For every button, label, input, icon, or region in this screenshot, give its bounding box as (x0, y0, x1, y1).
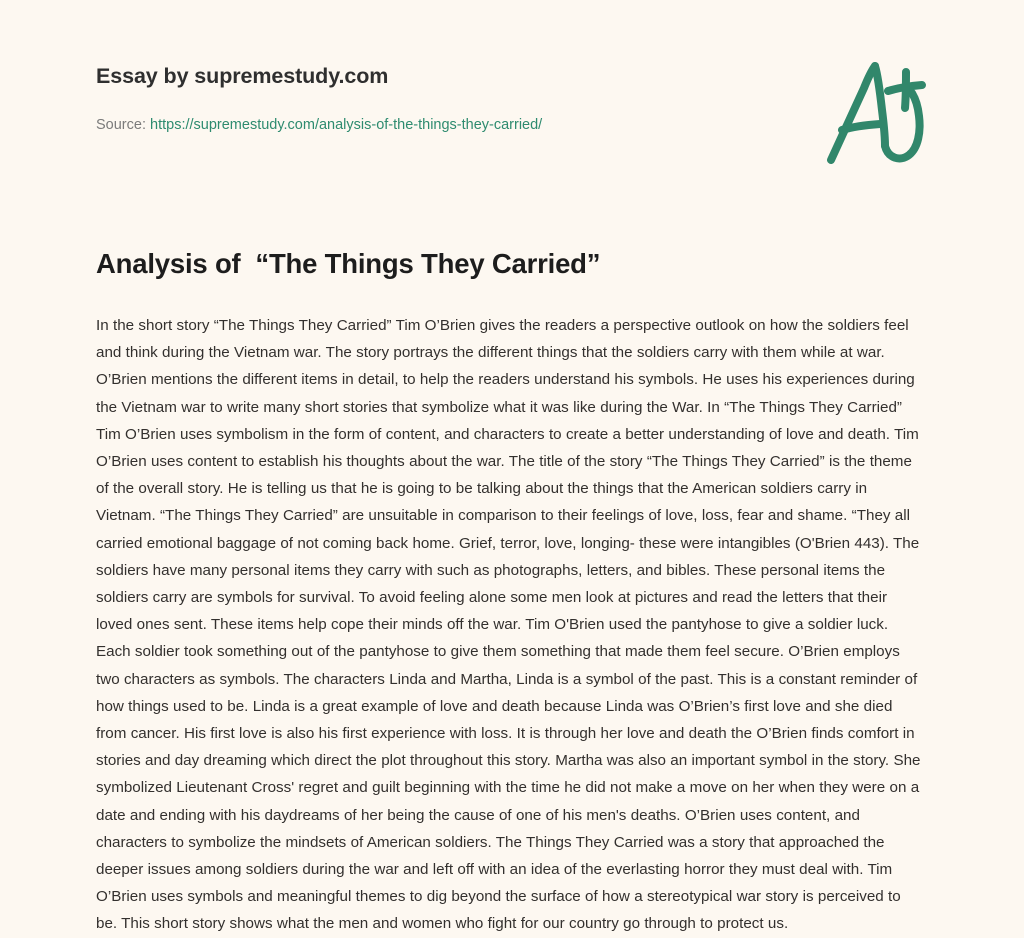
a-plus-logo-svg (818, 52, 936, 172)
source-line (96, 90, 796, 135)
essay-by-heading: Essay by supremestudy.com (96, 64, 389, 88)
page-title: Analysis of “The Things They Carried” (96, 248, 601, 279)
source-url-link[interactable]: https://supremestudy.com/analysis-of-the-things-they-carried/ (150, 117, 543, 133)
essay-body-text: In the short story “The Things They Carried” Tim O’Brien gives the readers a perspective outlook on how the soldiers feel and think during the Vietnam war. The story portrays the different things that the soldiers carry with them while at war. O’Brien mentions the different items in detail, to help the readers understand his symbols. He uses his experiences during the Vietnam war to write many short stories that symbolize what it was like during the War. In “The Things They Carried” Tim O’Brien uses symbolism in the form of content, and characters to create a better understanding of love and death. Tim O’Brien uses content to establish his thoughts about the war. The title of the story “The Things They Carried” is the theme of the overall story. He is telling us that he is going to be talking about the things that the American soldiers carry in Vietnam. “The Things They Carried” are unsuitable in comparison to their feelings of love, loss, fear and shame. “They all carried emotional baggage of not coming back home. Grief, terror, love, longing- these were intangibles (O'Brien 443). The soldiers have many personal items they carry with such as photographs, letters, and bibles. These personal items the soldiers carry are symbols for survival. To avoid feeling alone some men look at pictures and read the letters that their loved ones sent. These items help cope their minds off the war. Tim O'Brien used the pantyhose to give a soldier luck. Each soldier took something out of the pantyhose to give them something that made them feel secure. O’Brien employs two characters as symbols. The characters Linda and Martha, Linda is a symbol of the past. This is a constant reminder of how things used to be. Linda is a great example of love and death because Linda was O’Brien’s first love and she died from cancer. His first love is also his first experience with loss. It is through her love and death the O’Brien finds comfort in stories and day dreaming which direct the plot throughout this story. Martha was also an important symbol in the story. She symbolized Lieutenant Cross' regret and guilt beginning with the time he did not make a move on her when they were on a date and ending with his daydreams of her being the cause of one of his men's deaths. O’Brien uses content, and characters to symbolize the mindsets of American soldiers. The Things They Carried was a story that approached the deeper issues among soldiers during the war and left off with an idea of the everlasting horror they must deal with. Tim O’Brien uses symbols and meaningful themes to dig beyond the surface of how a stereotypical war story is perceived to be. This short story shows what the men and women who fight for our country go through to protect us. (96, 317, 921, 933)
source-label: Source: (96, 117, 146, 133)
page-header (96, 62, 796, 135)
a-plus-logo-icon (818, 52, 936, 172)
